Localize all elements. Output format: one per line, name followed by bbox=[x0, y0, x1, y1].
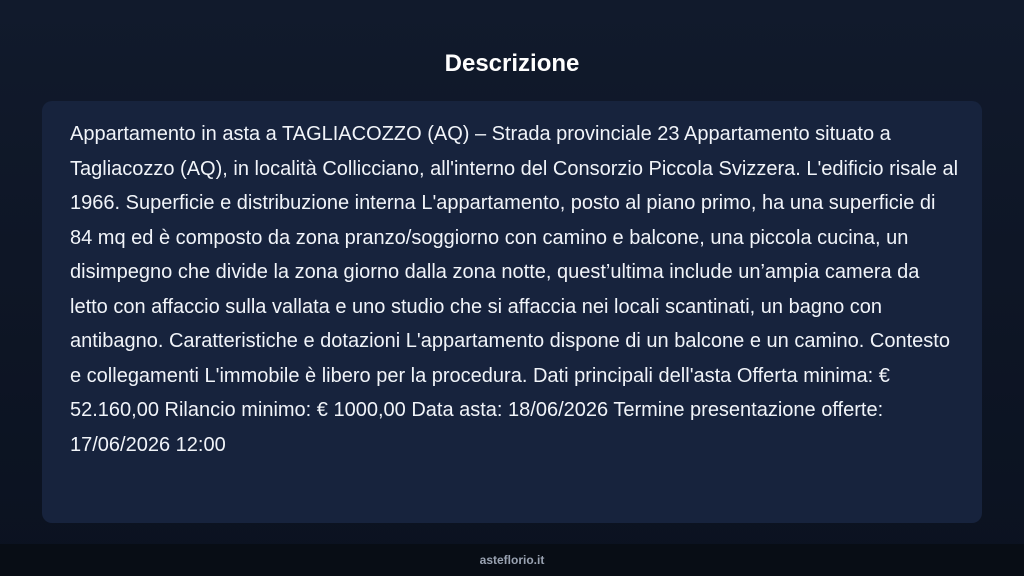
description-text: Appartamento in asta a TAGLIACOZZO (AQ) – Strada provinciale 23 Appartamento situato a Tagliacozzo (AQ), in località Collicciano, all'interno del Consorzio Piccola Svizzera. L'edificio risale al 1966. Superficie e distribuzione interna L'appartamento, posto al piano primo, ha una superficie di 84 mq ed è composto da zona pranzo/soggiorno con camino e balcone, una piccola cucina, un disimpegno che divide la zona giorno dalla zona notte, quest’ultima include un’ampia camera da letto con affaccio sulla vallata e uno studio che si affaccia nei locali scantinati, un bagno con antibagno. Caratteristiche e dotazioni L'appartamento dispone di un balcone e un camino. Contesto e collegamenti L'immobile è libero per la procedura. Dati principali dell'asta Offerta minima: € 52.160,00 Rilancio minimo: € 1000,00 Data asta: 18/06/2026 Termine presentazione offerte: 17/06/2026 12:00 bbox=[70, 123, 959, 456]
page-title: Descrizione bbox=[444, 50, 580, 77]
description-card bbox=[42, 101, 982, 523]
footer-brand: asteflorio.it bbox=[479, 553, 545, 567]
